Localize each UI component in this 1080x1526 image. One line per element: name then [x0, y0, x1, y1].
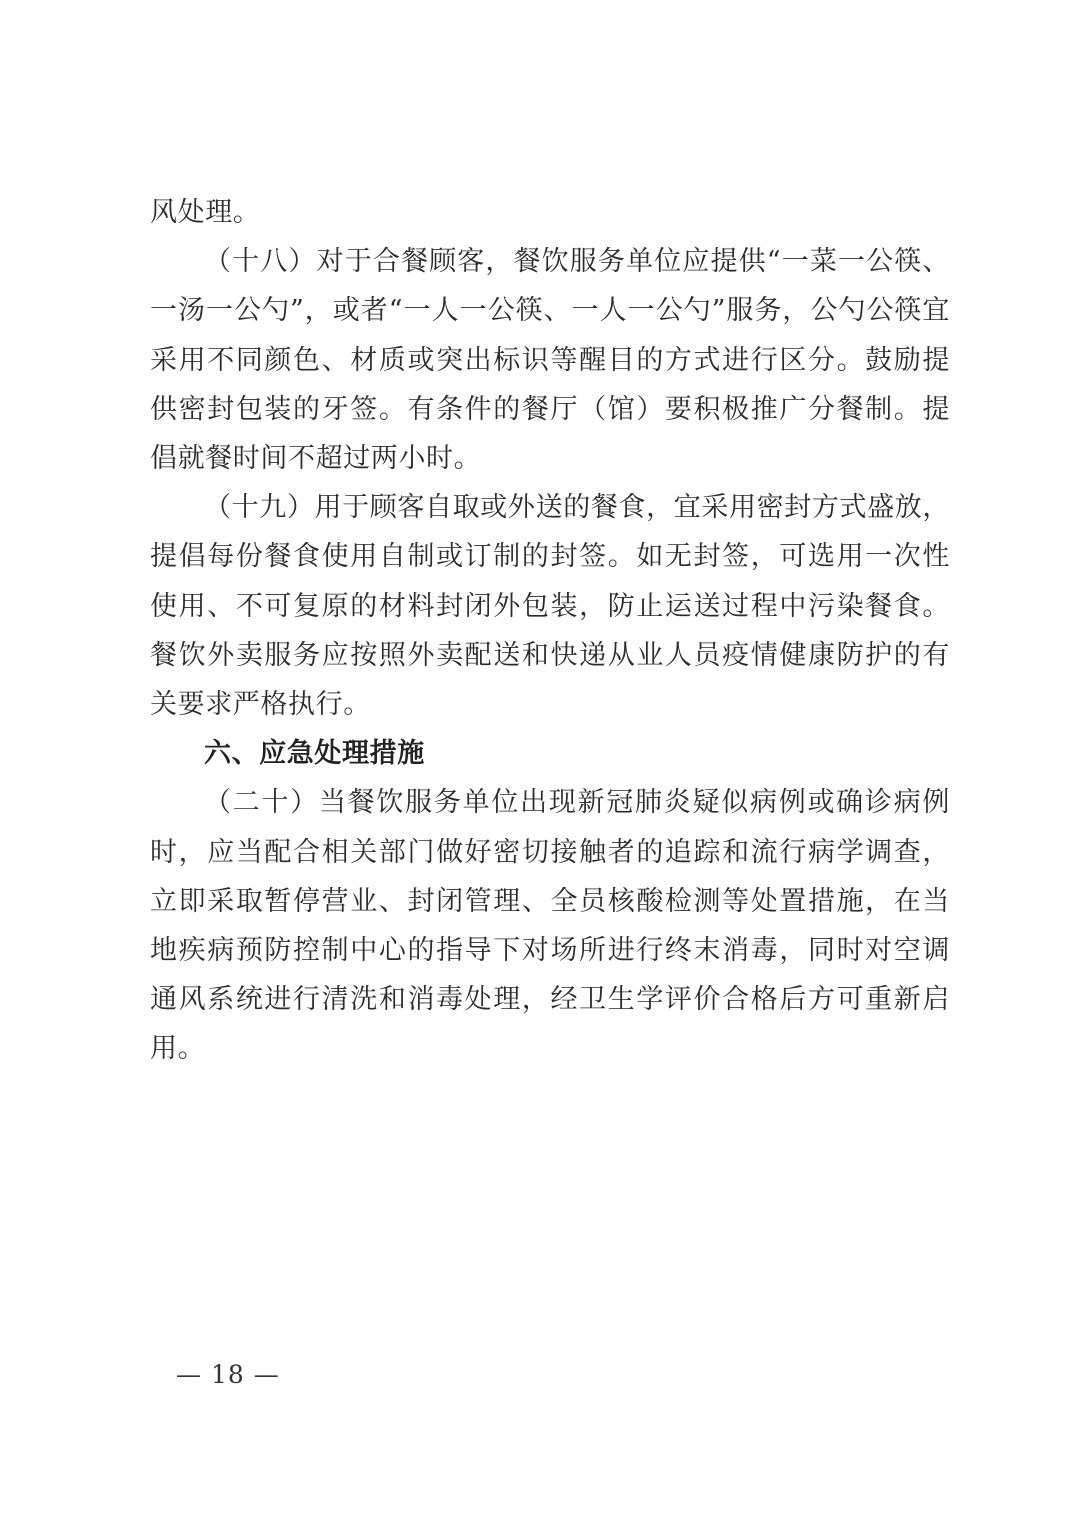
paragraph-19: （十九）用于顾客自取或外送的餐食，宜采用密封方式盛放，提倡每份餐食使用自制或订制的封签。如无封签，可选用一次性使用、不可复原的材料封闭外包装，防止运送过程中污染餐食。餐饮外卖服务应按照外卖配送和快递从业人员疫情健康防护的有关要求严格执行。 — [150, 492, 950, 721]
document-body — [150, 188, 950, 1074]
page-number: — 18 — — [176, 1360, 280, 1389]
paragraph-20: （二十）当餐饮服务单位出现新冠肺炎疑似病例或确诊病例时，应当配合相关部门做好密切接触者的追踪和流行病学调查，立即采取暂停营业、封闭管理、全员核酸检测等处置措施，在当地疾病预防控制中心的指导下对场所进行终末消毒，同时对空调通风系统进行清洗和消毒处理，经卫生学评价合格后方可重新启用。 — [150, 787, 950, 1065]
section-heading: 六、应急处理措施 — [204, 738, 425, 770]
paragraph-18: （十八）对于合餐顾客，餐饮服务单位应提供“一菜一公筷、一汤一公勺”，或者“一人一公筷、一人一公勺”服务，公勺公筷宜采用不同颜色、材质或突出标识等醒目的方式进行区分。鼓励提供密封包装的牙签。有条件的餐厅（馆）要积极推广分餐制。提倡就餐时间不超过两小时。 — [150, 246, 950, 475]
paragraph-continuation: 风处理。 — [150, 197, 261, 228]
